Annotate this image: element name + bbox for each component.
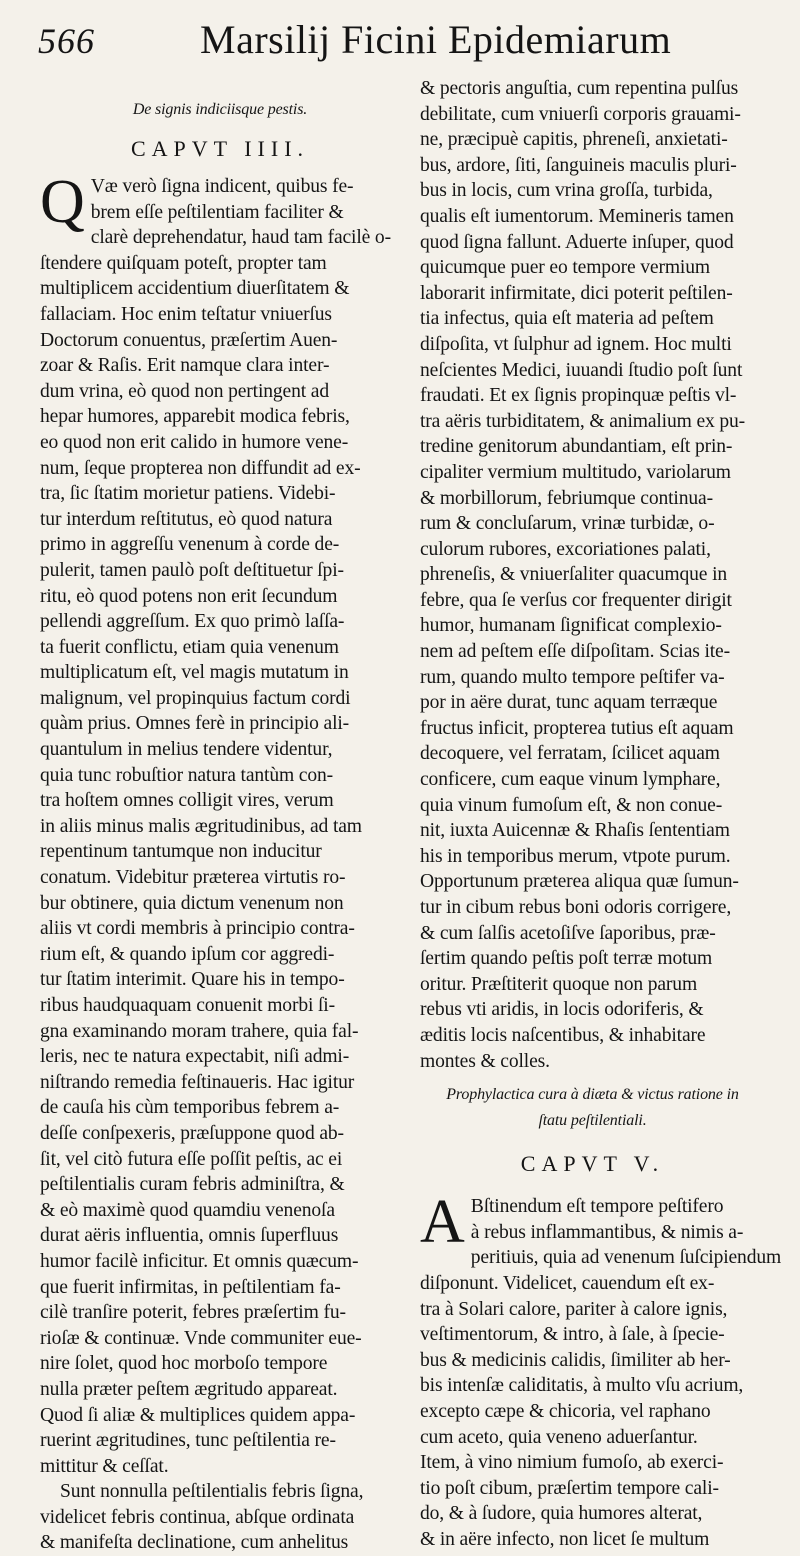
text-line: videlicet febris continua, abſque ordinata bbox=[40, 1506, 355, 1528]
text-line: tra à Solari calore, pariter à calore ignis, bbox=[420, 1298, 728, 1320]
text-line: quia vinum fumoſum eſt, & non conue- bbox=[420, 794, 723, 816]
text-line: & in aëre infecto, non licet ſe multum bbox=[420, 1528, 710, 1550]
text-line: culorum rubores, excoriationes palati, bbox=[420, 538, 711, 560]
text-line: diſpoſita, vt ſulphur ad ignem. Hoc multi bbox=[420, 333, 732, 355]
text-line: quod ſigna fallunt. Aduerte inſuper, quod bbox=[420, 231, 734, 253]
text-line: phreneſis, & vniuerſaliter quacumque in bbox=[420, 564, 728, 586]
text-line: humor facilè inficitur. Et omnis quæcum- bbox=[40, 1250, 359, 1272]
text-line: deſſe conſpexeris, præſuppone quod ab- bbox=[40, 1122, 344, 1144]
text-line: de cauſa his cùm temporibus febrem a- bbox=[40, 1097, 340, 1119]
text-line: malignum, vel propinquius factum cordi bbox=[40, 687, 351, 709]
text-line: in aliis minus malis ægritudinibus, ad tam bbox=[40, 815, 362, 837]
text-line: & eò maximè quod quamdiu venenoſa bbox=[40, 1199, 335, 1221]
text-line: oritur. Præſtiterit quoque non parum bbox=[420, 973, 698, 995]
paragraph-with-initial bbox=[420, 1188, 782, 1552]
text-line: brem eſſe peſtilentiam faciliter & bbox=[90, 201, 344, 223]
drop-initial: A bbox=[420, 1188, 465, 1257]
text-line: pellendi aggreſſum. Ex quo primò laſſa- bbox=[40, 611, 345, 633]
text-line: à rebus inflammantibus, & nimis a- bbox=[470, 1221, 744, 1243]
text-line: aliis vt cordi membris à principio contra- bbox=[40, 918, 355, 940]
text-line: tur ſtatim interimit. Quare his in tempo- bbox=[40, 969, 345, 991]
text-line: quàm prius. Omnes ferè in principio ali- bbox=[40, 713, 350, 735]
text-line: niſtrando remedia feſtinaueris. Hac igitur bbox=[40, 1071, 355, 1093]
text-line: por in aëre durat, tunc aquam terræque bbox=[420, 692, 718, 714]
text-line: bus & medicinis calidis, ſimiliter ab her- bbox=[420, 1349, 731, 1371]
text-line: Væ verò ſigna indicent, quibus fe- bbox=[90, 176, 354, 197]
text-line: tra hoſtem omnes colligit vires, verum bbox=[40, 790, 334, 812]
text-line: ruerint ægritudines, tunc peſtilentia re- bbox=[40, 1430, 336, 1452]
text-line: Item, à vino nimium fumoſo, ab exerci- bbox=[420, 1452, 724, 1474]
text-line: debilitate, cum vniuerſi corporis grauami- bbox=[420, 103, 741, 125]
text-line: tio poſt cibum, præſertim tempore cali- bbox=[420, 1477, 719, 1499]
running-title: Marsilij Ficini Epidemiarum bbox=[200, 17, 672, 62]
chapter-subtitle: De signis indiciisque pestis. bbox=[132, 101, 308, 118]
text-line: clarè deprehendatur, haud tam facilè o- bbox=[90, 227, 391, 249]
chapter-subtitle-line-1: Prophylactica cura à diæta & victus ratione in bbox=[446, 1086, 739, 1104]
text-line: ritu, eò quod potens non erit ſecundum bbox=[40, 585, 338, 607]
text-line: laborarit infirmitate, dici poterit peſtilen- bbox=[420, 282, 733, 304]
text-line: & morbillorum, febriumque continua- bbox=[420, 487, 713, 509]
chapter-subtitle-line-2: ſtatu peſtilentiali. bbox=[538, 1112, 647, 1130]
text-line: zoar & Raſis. Erit namque clara inter- bbox=[40, 355, 330, 377]
left-column bbox=[40, 96, 400, 1556]
text-line: do, & à ſudore, quia humores alterat, bbox=[420, 1503, 703, 1525]
text-line: quantulum in melius tendere videntur, bbox=[40, 739, 333, 761]
text-line: neſcientes Medici, iuuandi ſtudio poſt ſunt bbox=[420, 359, 743, 381]
text-line: æditis locis naſcentibus, & inhabitare bbox=[420, 1024, 706, 1046]
text-line: mittitur & ceſſat. bbox=[40, 1455, 169, 1477]
chapter-body bbox=[40, 168, 400, 1556]
text-line: ribus haudquaquam conuenit morbi ſi- bbox=[40, 995, 335, 1016]
text-line: rioſæ & continuæ. Vnde communiter eue- bbox=[40, 1327, 362, 1349]
text-line: bur obtinere, quia dictum venenum non bbox=[40, 892, 344, 914]
text-line: & cum ſalſis acetoſiſve ſaporibus, præ- bbox=[420, 922, 716, 944]
text-line: multiplicem accidentium diuerſitatem & bbox=[40, 278, 350, 300]
text-line: fructus inficit, propterea tutius eſt aquam bbox=[420, 717, 734, 739]
text-line: fraudati. Et ex ſignis propinquæ peſtis vl- bbox=[420, 385, 737, 407]
text-line: peſtilentialis curam febris adminiſtra, & bbox=[40, 1174, 345, 1196]
text-line: gna examinando moram trahere, quia fal- bbox=[40, 1020, 359, 1042]
text-line: cum aceto, quia veneno aduerſantur. bbox=[420, 1426, 698, 1448]
text-line: tredine genitorum abundantiam, eſt prin- bbox=[420, 436, 733, 458]
text-line: durat aëris influentia, omnis ſuperfluus bbox=[40, 1225, 339, 1247]
text-line: tra aëris turbiditatem, & animalium ex pu- bbox=[420, 410, 746, 432]
text-line: bus in locis, cum vrina groſſa, turbida, bbox=[420, 180, 713, 202]
text-line: quia tunc robuſtior natura tantùm con- bbox=[40, 764, 334, 786]
text-line: Sunt nonnulla peſtilentialis febris ſigna, bbox=[60, 1481, 364, 1503]
text-line: bis intenſæ caliditatis, à multo vſu acrium, bbox=[420, 1375, 744, 1397]
text-line: tra, ſic ſtatim morietur patiens. Videbi- bbox=[40, 483, 336, 505]
text-line: Opportunum præterea aliqua quæ ſumun- bbox=[420, 871, 739, 893]
text-line: Quod ſi aliæ & multiplices quidem appa- bbox=[40, 1404, 356, 1426]
text-line: hepar humores, apparebit modica febris, bbox=[40, 406, 350, 428]
text-line: repentinum tantumque non inducitur bbox=[40, 841, 322, 863]
text-line: & manifeſta declinatione, cum anhelitus bbox=[40, 1532, 349, 1554]
text-line: dum vrina, eò quod non pertingent ad bbox=[40, 380, 329, 402]
text-line: conficere, cum eaque vinum lymphare, bbox=[420, 769, 721, 791]
text-line: primo in aggreſſu venenum à corde de- bbox=[40, 534, 340, 556]
chapter-heading: CAPVT IIII. bbox=[130, 136, 310, 161]
text-line: nit, iuxta Auicennæ & Rhaſis ſententiam bbox=[420, 820, 730, 842]
text-line: rium eſt, & quando ipſum cor aggredi- bbox=[40, 943, 335, 965]
paragraph-with-initial bbox=[40, 168, 400, 1479]
text-line: montes & colles. bbox=[420, 1050, 550, 1072]
text-line: num, ſeque propterea non diffundit ad ex- bbox=[40, 457, 361, 479]
text-line: humor, humanam ſignificat complexio- bbox=[420, 615, 722, 637]
text-line: bus, ardore, ſiti, ſanguineis maculis pluri- bbox=[420, 154, 737, 176]
text-line: peritiuis, quia ad venenum ſuſcipiendum bbox=[470, 1247, 782, 1269]
text-line: nulla præter peſtem ægritudo appareat. bbox=[40, 1378, 338, 1400]
text-line: ta fuerit conflictu, etiam quia venenum bbox=[40, 636, 339, 658]
text-line: ne, præcipuè capitis, phreneſi, anxietati- bbox=[420, 129, 728, 151]
text-line: excepto cæpe & chicoria, vel raphano bbox=[420, 1400, 711, 1422]
text-line: veſtimentorum, & intro, à ſale, à ſpecie- bbox=[420, 1324, 725, 1346]
text-line: diſponunt. Videlicet, cauendum eſt ex- bbox=[420, 1272, 715, 1294]
chapter-body-continued bbox=[420, 76, 765, 1074]
text-line: nem ad peſtem eſſe diſpoſitam. Scias ite- bbox=[420, 641, 730, 663]
text-line: cipaliter vermium multitudo, variolarum bbox=[420, 461, 731, 483]
right-column bbox=[420, 76, 782, 1552]
text-line: quicumque puer eo tempore vermium bbox=[420, 257, 710, 279]
text-line: Doctorum conuentus, præſertim Auen- bbox=[40, 329, 338, 351]
text-line: cilè tranſire poterit, febres præſertim fu- bbox=[40, 1302, 346, 1324]
page-number: 566 bbox=[38, 21, 95, 61]
text-line: rum & concluſarum, vrinæ turbidæ, o- bbox=[420, 513, 715, 535]
text-line: que fuerit infirmitas, in peſtilentiam fa- bbox=[40, 1276, 341, 1298]
text-line: decoquere, vel ferratam, ſcilicet aquam bbox=[420, 743, 720, 765]
text-line: & pectoris anguſtia, cum repentina pulſus bbox=[420, 78, 739, 99]
text-line: fallaciam. Hoc enim teſtatur vniuerſus bbox=[40, 303, 332, 325]
text-line: his in temporibus merum, vtpote purum. bbox=[420, 845, 731, 867]
text-line: qualis eſt iumentorum. Memineris tamen bbox=[420, 205, 734, 227]
text-line: pulerit, tamen paulò poſt deſtituetur ſpi- bbox=[40, 559, 344, 581]
text-line: conatum. Videbitur præterea virtutis ro- bbox=[40, 867, 346, 889]
text-line: eo quod non erit calido in humore vene- bbox=[40, 431, 349, 453]
text-line: febre, qua ſe verſus cor frequenter dirigit bbox=[420, 589, 732, 611]
text-line: multiplicatum eſt, vel magis mutatum in bbox=[40, 662, 349, 684]
chapter-heading: CAPVT V. bbox=[520, 1151, 665, 1177]
text-line: ſertim quando peſtis poſt terræ motum bbox=[420, 948, 713, 970]
text-line: ſtendere quiſquam poteſt, propter tam bbox=[40, 252, 327, 274]
drop-initial: Q bbox=[40, 168, 85, 236]
text-line: Bſtinendum eſt tempore peſtifero bbox=[470, 1196, 724, 1218]
text-line: rum, quando multo tempore peſtifer va- bbox=[420, 666, 725, 688]
text-line: tia infectus, quia eſt materia ad peſtem bbox=[420, 308, 714, 330]
chapter-body bbox=[420, 1188, 782, 1552]
text-line: ſit, vel citò futura eſſe poſſit peſtis, ac ei bbox=[40, 1148, 343, 1170]
text-line: tur in cibum rebus boni odoris corrigere, bbox=[420, 897, 732, 918]
text-line: tur interdum reſtitutus, eò quod natura bbox=[40, 508, 333, 530]
text-line: leris, nec te natura expectabit, niſi admi- bbox=[40, 1046, 350, 1068]
text-line: rebus vti aridis, in locis odoriferis, & bbox=[420, 999, 704, 1021]
text-line: nire ſolet, quod hoc morboſo tempore bbox=[40, 1353, 328, 1375]
